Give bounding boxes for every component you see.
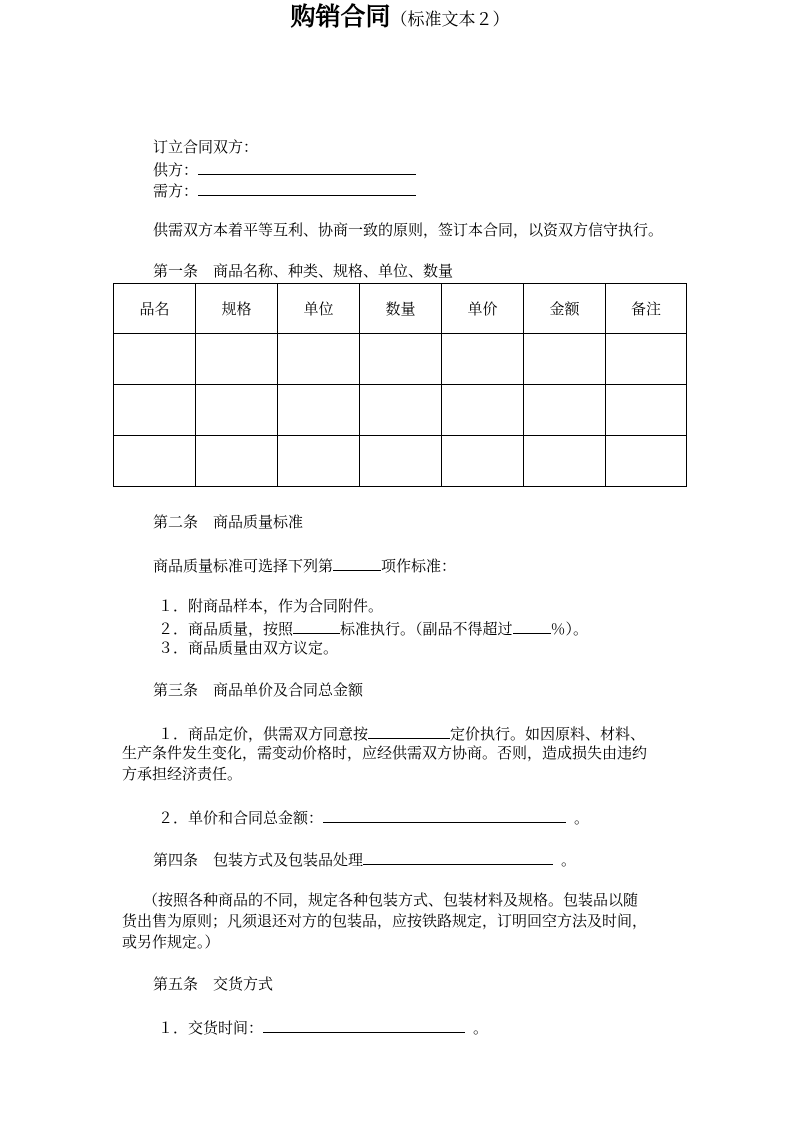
article3-p1-line2: 生产条件发生变化，需变动价格时，应经供需双方协商。否则，造成损失由违约 <box>122 744 648 762</box>
article4-note-line3: 或另作规定。） <box>122 933 220 951</box>
article2-item2-b: 标准执行。（副品不得超过 <box>340 620 513 638</box>
delivery-time-blank[interactable] <box>263 1016 465 1033</box>
table-cell[interactable] <box>196 385 278 436</box>
article4-note-line1: （按照各种商品的不同，规定各种包装方式、包装材料及规格。包装品以随 <box>143 891 639 909</box>
buyer-line <box>153 179 416 201</box>
header-cell-amount: 金额 <box>524 284 606 334</box>
article2-heading: 第二条 商品质量标准 <box>153 513 304 531</box>
article4-note-line2: 货出售为原则；凡须退还对方的包装品，应按铁路规定，订明回空方法及时间， <box>122 912 648 930</box>
table-cell[interactable] <box>524 334 606 385</box>
packaging-blank[interactable] <box>363 848 553 865</box>
table-cell[interactable] <box>606 334 687 385</box>
article1-heading: 第一条 商品名称、种类、规格、单位、数量 <box>153 262 454 280</box>
article2-item2-c: ％）。 <box>550 620 589 638</box>
article3-p2 <box>158 806 589 828</box>
article4-end: 。 <box>561 851 577 869</box>
table-cell[interactable] <box>114 385 196 436</box>
standard-choice-blank[interactable] <box>333 554 381 571</box>
article5-item1-end: 。 <box>473 1019 489 1037</box>
header-cell-unit-price: 单价 <box>442 284 524 334</box>
table-cell[interactable] <box>114 436 196 487</box>
buyer-blank[interactable] <box>198 179 416 196</box>
article3-p1-line1 <box>158 722 645 744</box>
article2-intro <box>153 554 456 576</box>
table-row <box>114 436 687 487</box>
table-cell[interactable] <box>196 334 278 385</box>
article2-intro-after: 项作标准： <box>381 557 457 575</box>
table-cell[interactable] <box>606 436 687 487</box>
table-row <box>114 385 687 436</box>
quality-standard-blank[interactable] <box>293 617 340 634</box>
supplier-line <box>153 158 416 180</box>
table-cell[interactable] <box>278 436 360 487</box>
article2-item2-a: ２．商品质量，按照 <box>158 620 294 638</box>
title-subtitle: （标准文本２） <box>390 10 510 30</box>
table-cell[interactable] <box>606 385 687 436</box>
supplier-label: 供方： <box>153 161 199 179</box>
table-cell[interactable] <box>442 436 524 487</box>
title-main: 购销合同 <box>290 2 391 31</box>
preamble: 供需双方本着平等互利、协商一致的原则，签订本合同，以资双方信守执行。 <box>153 221 664 239</box>
table-row <box>114 334 687 385</box>
header-cell-quantity: 数量 <box>360 284 442 334</box>
table-cell[interactable] <box>524 436 606 487</box>
total-amount-blank[interactable] <box>323 806 566 823</box>
parties-intro: 订立合同双方： <box>153 138 259 156</box>
header-cell-remarks: 备注 <box>606 284 687 334</box>
header-cell-unit: 单位 <box>278 284 360 334</box>
article2-intro-before: 商品质量标准可选择下列第 <box>153 557 334 575</box>
table-cell[interactable] <box>360 436 442 487</box>
article3-p2-end: 。 <box>574 809 590 827</box>
header-cell-name: 品名 <box>114 284 196 334</box>
table-cell[interactable] <box>114 334 196 385</box>
table-cell[interactable] <box>524 385 606 436</box>
article4-heading: 第四条 包装方式及包装品处理 <box>153 851 364 869</box>
article5-heading: 第五条 交货方式 <box>153 975 274 993</box>
article3-p1-line3: 方承担经济责任。 <box>122 765 243 783</box>
table-cell[interactable] <box>360 334 442 385</box>
article2-item2 <box>158 617 588 639</box>
article3-p1-before: １．商品定价，供需双方同意按 <box>158 725 369 743</box>
header-cell-spec: 规格 <box>196 284 278 334</box>
table-cell[interactable] <box>360 385 442 436</box>
table-cell[interactable] <box>442 334 524 385</box>
buyer-label: 需方： <box>153 182 199 200</box>
table-cell[interactable] <box>442 385 524 436</box>
article4-heading-line <box>153 848 576 870</box>
article2-item1: １．附商品样本，作为合同附件。 <box>158 597 384 615</box>
delivery-time-label: １．交货时间： <box>158 1019 264 1037</box>
article3-p1-after: 定价执行。如因原料、材料、 <box>450 725 646 743</box>
defect-percent-blank[interactable] <box>513 617 551 634</box>
pricing-basis-blank[interactable] <box>368 722 450 739</box>
article3-p2-label: ２．单价和合同总金额： <box>158 809 324 827</box>
article2-item3: ３．商品质量由双方议定。 <box>158 639 339 657</box>
article5-item1 <box>158 1016 488 1038</box>
document-title <box>0 0 800 37</box>
table-cell[interactable] <box>278 385 360 436</box>
table-cell[interactable] <box>196 436 278 487</box>
supplier-blank[interactable] <box>198 158 416 175</box>
goods-table <box>113 283 687 487</box>
table-cell[interactable] <box>278 334 360 385</box>
article3-heading: 第三条 商品单价及合同总金额 <box>153 681 364 699</box>
table-header-row <box>114 284 687 334</box>
